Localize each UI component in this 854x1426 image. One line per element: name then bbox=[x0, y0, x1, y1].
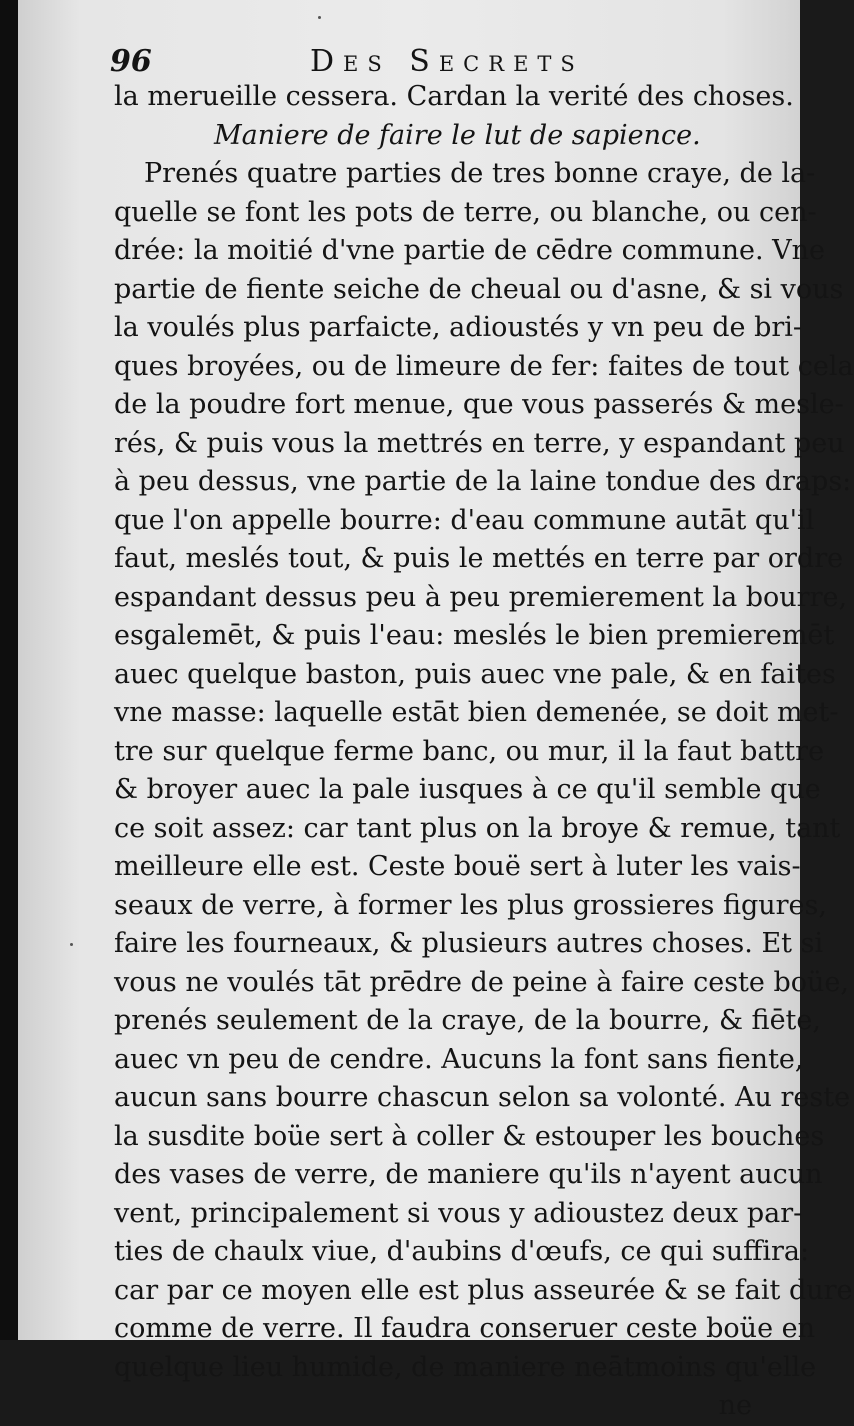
section-heading: Maniere de faire le lut de sapience. bbox=[214, 119, 701, 151]
text-line: auec quelque baston, puis auec vne pale, & en faites bbox=[114, 658, 836, 690]
running-head: Des Secrets bbox=[310, 44, 584, 79]
text-line: faire les fourneaux, & plusieurs autres choses. Et si bbox=[114, 928, 824, 959]
text-line: Prenés quatre parties de tres bonne craye, de la- bbox=[144, 158, 816, 189]
text-line: quelque lieu humide, de maniere neātmoins qu'elle bbox=[114, 1351, 817, 1383]
text-line: la merueille cessera. Cardan la verité des choses. bbox=[114, 81, 794, 112]
page-header bbox=[110, 40, 770, 80]
text-line: tre sur quelque ferme banc, ou mur, il la faut battre bbox=[114, 735, 825, 767]
text-line: la susdite boüe sert à coller & estouper les bouches bbox=[114, 1120, 825, 1152]
text-line: auec vn peu de cendre. Aucuns la font sans fiente, bbox=[114, 1043, 804, 1075]
text-line: que l'on appelle bourre: d'eau commune autāt qu'il bbox=[114, 504, 815, 536]
text-line: ce soit assez: car tant plus on la broye & remue, tant bbox=[114, 812, 841, 844]
text-line: comme de verre. Il faudra conseruer ceste boüe en bbox=[114, 1313, 815, 1344]
text-line: la voulés plus parfaicte, adioustés y vn peu de bri- bbox=[114, 312, 803, 343]
text-block bbox=[114, 78, 854, 1426]
text-line: car par ce moyen elle est plus asseurée & se fait dure bbox=[114, 1274, 853, 1306]
text-line: esgalemēt, & puis l'eau: meslés le bien premieremēt bbox=[114, 620, 835, 651]
text-line: des vases de verre, de maniere qu'ils n'ayent aucun bbox=[114, 1159, 823, 1190]
text-line: seaux de verre, à former les plus grossieres figures, bbox=[114, 889, 827, 921]
text-line: aucun sans bourre chascun selon sa volonté. Au reste bbox=[114, 1082, 851, 1113]
text-line: & broyer auec la pale iusques à ce qu'il semble que bbox=[114, 774, 821, 805]
paper-speck bbox=[318, 16, 321, 19]
text-line: ques broyées, ou de limeure de fer: faites de tout cela bbox=[114, 350, 854, 382]
text-line: partie de fiente seiche de cheual ou d'asne, & si vous bbox=[114, 273, 844, 305]
text-line: de la poudre fort menue, que vous passerés & mesle- bbox=[114, 389, 844, 420]
text-line: espandant dessus peu à peu premierement la bourre, bbox=[114, 581, 848, 613]
text-line: faut, meslés tout, & puis le mettés en terre par ordre bbox=[114, 543, 844, 574]
text-line: à peu dessus, vne partie de la laine tondue des draps: bbox=[114, 466, 852, 497]
text-line: vne masse: laquelle estāt bien demenée, se doit met- bbox=[114, 697, 839, 728]
text-line: vous ne voulés tāt prēdre de peine à faire ceste boüe, bbox=[114, 966, 849, 998]
text-line: meilleure elle est. Ceste bouë sert à luter les vais- bbox=[114, 851, 801, 882]
text-line: vent, principalement si vous y adioustez deux par- bbox=[114, 1197, 803, 1229]
text-line: drée: la moitié d'vne partie de cēdre commune. Vne bbox=[114, 235, 825, 266]
catchword: ne bbox=[718, 1390, 752, 1421]
text-line: rés, & puis vous la mettrés en terre, y espandant peu bbox=[114, 427, 845, 459]
book-page bbox=[18, 0, 854, 1421]
text-line: ties de chaulx viue, d'aubins d'œufs, ce qui suffira: bbox=[114, 1236, 810, 1267]
text-line: prenés seulement de la craye, de la bourre, & fiēte, bbox=[114, 1005, 821, 1036]
page-number: 96 bbox=[110, 44, 152, 79]
paper-speck bbox=[70, 943, 73, 946]
text-line: quelle se font les pots de terre, ou blanche, ou cen- bbox=[114, 196, 817, 228]
